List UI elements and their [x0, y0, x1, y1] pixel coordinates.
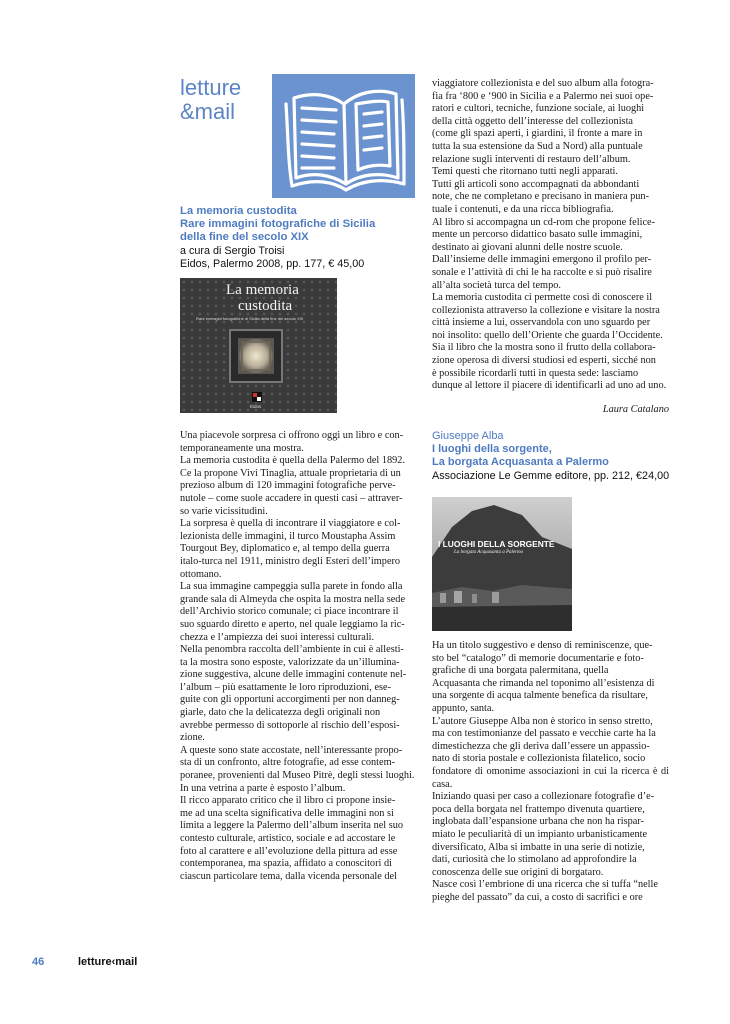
article2-col-line: appunto, santa.: [432, 702, 495, 714]
article1-col2-line: Temi questi che ritornano tutti negli apparati.: [432, 166, 618, 178]
article1-col1-line: Ce la propone Vivi Tinaglia, attuale proprietaria di un: [180, 467, 401, 479]
article2-col-line: Nasce così l’embrione di una ricerca che si tuffa “nelle: [432, 879, 658, 891]
article1-col2-line: La memoria custodita ci permette così di conoscere il: [432, 292, 653, 304]
book2-author: Giuseppe Alba: [432, 430, 504, 442]
article1-col2-line: note, che ne completano e precisano in maniera pun-: [432, 191, 650, 203]
article1-col2-line: tuale i contenuti, e da una ricca bibliografia.: [432, 203, 614, 215]
book1-title-line-2: Rare immagini fotografiche di Sicilia: [180, 217, 376, 230]
book2-title-line-2: La borgata Acquasanta a Palermo: [432, 455, 609, 468]
book2-title-line-1: I luoghi della sorgente,: [432, 443, 552, 455]
article1-col2-line: mente un percorso didattico basato sulle immagini,: [432, 229, 643, 241]
article1-col1-line: prezioso album di 120 immagini fotografiche perve-: [180, 480, 396, 492]
page-number: 46: [32, 956, 45, 968]
article1-col2-line: zione operosa di diversi studiosi ed esperti, sicché non: [432, 355, 656, 367]
article1-col1-line: limita a leggere la Palermo dell’album inserita nel suo: [180, 820, 404, 832]
article2-col-line: grafiche di una borgata palermitana, quella: [432, 665, 609, 677]
article1-col2-line: destinato ai giovani alunni delle nostre scuole.: [432, 241, 623, 253]
article2-column: [432, 640, 669, 904]
article2-col-line: una sorgente di acqua talmente benefica da risultare,: [432, 690, 648, 702]
article1-col2-line: è possibile ricordarli tutti in questa sede: lasciamo: [432, 367, 639, 379]
book1-title: [180, 205, 420, 243]
book1-cover-image: [180, 278, 337, 413]
article2-col-line: L’autore Giuseppe Alba non è storico in senso stretto,: [432, 715, 653, 727]
article1-col1-line: nutole – come suole accadere in questi casi – attraver-: [180, 492, 403, 504]
article1-col1-line: me ad una scelta significativa delle immagini non si: [180, 807, 394, 819]
rubric-line-2: &mail: [180, 99, 236, 124]
article1-col1-line: italo-turca nel 1911, ministro degli Esteri dell’impero: [180, 555, 401, 567]
book1-cover-title-line-1: La memoria: [226, 282, 299, 298]
article1-col1-line: ta la mostra sono esposte, valorizzate da un’illumina-: [180, 656, 400, 668]
article1-col1-line: suo sguardo diretto e aperto, nel quale leggiamo la ric-: [180, 618, 405, 630]
article2-col-line: dati, curiosità che lo stimolano ad approfondire la: [432, 854, 637, 866]
book1-cover-title-line-2: custodita: [238, 298, 293, 314]
article1-col1-line: zione.: [180, 732, 205, 744]
article1-col2-line: città insieme a lui, osservandola con uno sguardo per: [432, 317, 651, 329]
article1-col2-line: dunque al lettore il piacere di identificarli ad uno ad uno.: [432, 380, 667, 392]
book1-cover-brand: Eidos: [250, 404, 262, 409]
article1-col2-line: tutta la sua estensione da Sud a Nord) alla puntuale: [432, 140, 643, 152]
article1-col1-line: chezza e l’ampiezza dei suoi interessi culturali.: [180, 631, 375, 643]
article2-col-line: pieghe del passato” da cui, a costo di sacrifici e ore: [432, 891, 643, 903]
article1-col1-line: lezionista delle immagini, il turco Moustapha Assim: [180, 530, 396, 542]
article1-col2-line: sonale e l’attività di chi le ha raccolte e si può risalire: [432, 266, 652, 278]
article1-col1-line: temporaneamente una mostra.: [180, 442, 304, 454]
article1-col1-line: poranee, provenienti dal Museo Pitrè, degli stessi luoghi.: [180, 770, 415, 782]
article2-col-line: sto bel “catalogo” di memorie documentarie e foto-: [432, 652, 644, 664]
article1-col2-line: Al libro si accompagna un cd-rom che propone felice-: [432, 216, 656, 228]
article1-col1-line: giarle, dato che la delicatezza degli originali non: [180, 707, 381, 719]
article1-col2-line: collezionista attraverso la collezione e visitare la nostra: [432, 304, 660, 316]
article1-col1-line: La sorpresa è quella di incontrare il viaggiatore e col-: [180, 518, 401, 530]
book1-cover-subtitle: Rare immagini fotografiche di Sicilia della fine del secolo XIX: [196, 316, 304, 321]
article1-col1-line: grande sala di Almeyda che ospita la mostra nella sede: [180, 593, 406, 605]
article2-col-line: Iniziando quasi per caso a collezionare fotografie d’e-: [432, 791, 655, 803]
article2-col-line: conoscenza delle sue origini di borgatаro.: [432, 866, 604, 878]
article2-col-line: inglobata dall’espansione urbana che non ha rispar-: [432, 816, 644, 828]
book1-meta: [180, 245, 364, 271]
book1-publisher: Eidos, Palermo 2008, pp. 177, € 45,00: [180, 258, 365, 270]
article1-col2-line: Tutti gli articoli sono accompagnati da abbondanti: [432, 178, 640, 190]
article2-col-line: fondatore di omonime associazioni in cui la ricerca è di casa.: [432, 765, 669, 790]
book1-title-line-3: della fine del secolo XIX: [180, 230, 309, 243]
article1-col1-line: contesto culturale, artistico, sociale e ad accostare le: [180, 833, 396, 844]
article1-col1-line: contemporanea, ma spazia, affidato a conoscitori di: [180, 858, 392, 870]
article2-col-line: nato di storia postale e collezionista filatelico, socio: [432, 753, 646, 765]
article1-col1-line: Nella penombra raccolta dell’ambiente in cui è allesti-: [180, 644, 404, 656]
article2-col-line: miato le peculiarità di un impianto urbanisticamente: [432, 828, 648, 840]
article1-col1-line: A queste sono state accostate, nell’interessante propo-: [180, 744, 403, 756]
book1-title-line-1: La memoria custodita: [180, 205, 297, 217]
rubric-line-1: letture: [180, 75, 242, 100]
article1-col1-line: In una vetrina a parte è esposto l’album.: [180, 782, 346, 794]
article1-col1-line: sta di un confronto, altre fotografie, ad esse contem-: [180, 757, 396, 769]
book2-publisher: Associazione Le Gemme editore, pp. 212, €24,00: [432, 470, 670, 482]
article1-col2-line: viaggiatore collezionista e del suo album alla fotogra-: [432, 78, 654, 89]
book2-cover-subtitle: La borgata Acquasanta a Palermo: [454, 550, 524, 555]
article1-col1-line: avrebbe permesso di sottoporle al rischio dell’esposi-: [180, 719, 400, 731]
article1-col1-line: l’album – più esattamente le loro riproduzioni, ese-: [180, 681, 392, 693]
article2-col-line: ma con testimonianze del passato e vecchie carte ha la: [432, 728, 656, 740]
article1-col1-line: La memoria custodita è quella della Palermo del 1892.: [180, 455, 406, 467]
article1-signature: Laura Catalano: [602, 404, 669, 415]
article1-column-2: [432, 78, 669, 393]
rubric-title: [180, 76, 241, 124]
article1-col2-line: Sia il libro che la mostra sono il frutto della collabora-: [432, 342, 656, 354]
open-book-logo: [272, 74, 415, 198]
open-book-icon: [272, 74, 415, 198]
article1-col1-line: zione suggestiva, alcune delle immagini contenute nel-: [180, 669, 407, 681]
article1-col2-line: fia fra ‘800 e ‘900 in Sicilia e a Palermo nei suoi ope-: [432, 90, 654, 102]
article1-col2-line: all’alta società turca del tempo.: [432, 279, 561, 291]
article1-col2-line: ratori e cultori, tecniche, funzione sociale, ai luoghi: [432, 103, 645, 115]
article2-col-line: diversificato, Alba si imbatte in una serie di notizie,: [432, 841, 645, 853]
article1-col1-line: Il ricco apparato critico che il libro ci propone insie-: [180, 795, 396, 807]
article1-col2-line: relazione sugli interventi di restauro dell’album.: [432, 153, 631, 165]
book1-curator: a cura di Sergio Troisi: [180, 245, 285, 257]
article2-col-line: Acquasanta che rimanda nel toponimo all’esistenza di: [432, 677, 655, 689]
article1-col2-line: noi insolito: quello dell’Oriente che guarda l’Occidente.: [432, 329, 663, 341]
article1-col2-line: Dall’insieme delle immagini emergono il profilo per-: [432, 254, 652, 266]
article2-col-line: dimestichezza che gli deriva dall’essere un appassio-: [432, 740, 650, 752]
article1-col1-line: Tourgout Bey, diplomatico e, al tempo della guerra: [180, 543, 390, 555]
article1-col1-line: Una piacevole sorpresa ci offrono oggi un libro e con-: [180, 430, 404, 441]
article1-col1-line: foto al carattere e all’evoluzione della pittura ad esse: [180, 845, 398, 857]
article1-col2-line: (come gli spazi aperti, i giardini, il fronte a mare in: [432, 128, 643, 140]
article2-col-line: poca della borgata nel frattempo divenuta quartiere,: [432, 803, 645, 815]
article1-col1-line: ciascun particolare tema, dalla vicenda personale del: [180, 870, 397, 882]
article1-col1-line: La sua immagine campeggia sulla parete in fondo alla: [180, 581, 403, 593]
book2-title: [432, 443, 609, 469]
book2-cover-title: I LUOGHI DELLA SORGENTE: [438, 539, 555, 549]
article1-col2-line: della città oggetto dell’interesse del collezionista: [432, 115, 634, 127]
article1-col1-line: ottomano.: [180, 568, 222, 580]
footer-brand: letture‹mail: [78, 956, 138, 968]
article1-col1-line: dell’Archivio storico comunale; ci piace incontrare il: [180, 606, 399, 618]
article2-col-line: Ha un titolo suggestivo e denso di reminiscenze, que-: [432, 640, 653, 651]
article1-column-1: [180, 430, 416, 883]
article1-col1-line: so varie vicissitudini.: [180, 505, 268, 517]
book2-cover-image: [432, 497, 572, 631]
article1-col1-line: guite con gli opportuni accorgimenti per non danneg-: [180, 694, 400, 706]
